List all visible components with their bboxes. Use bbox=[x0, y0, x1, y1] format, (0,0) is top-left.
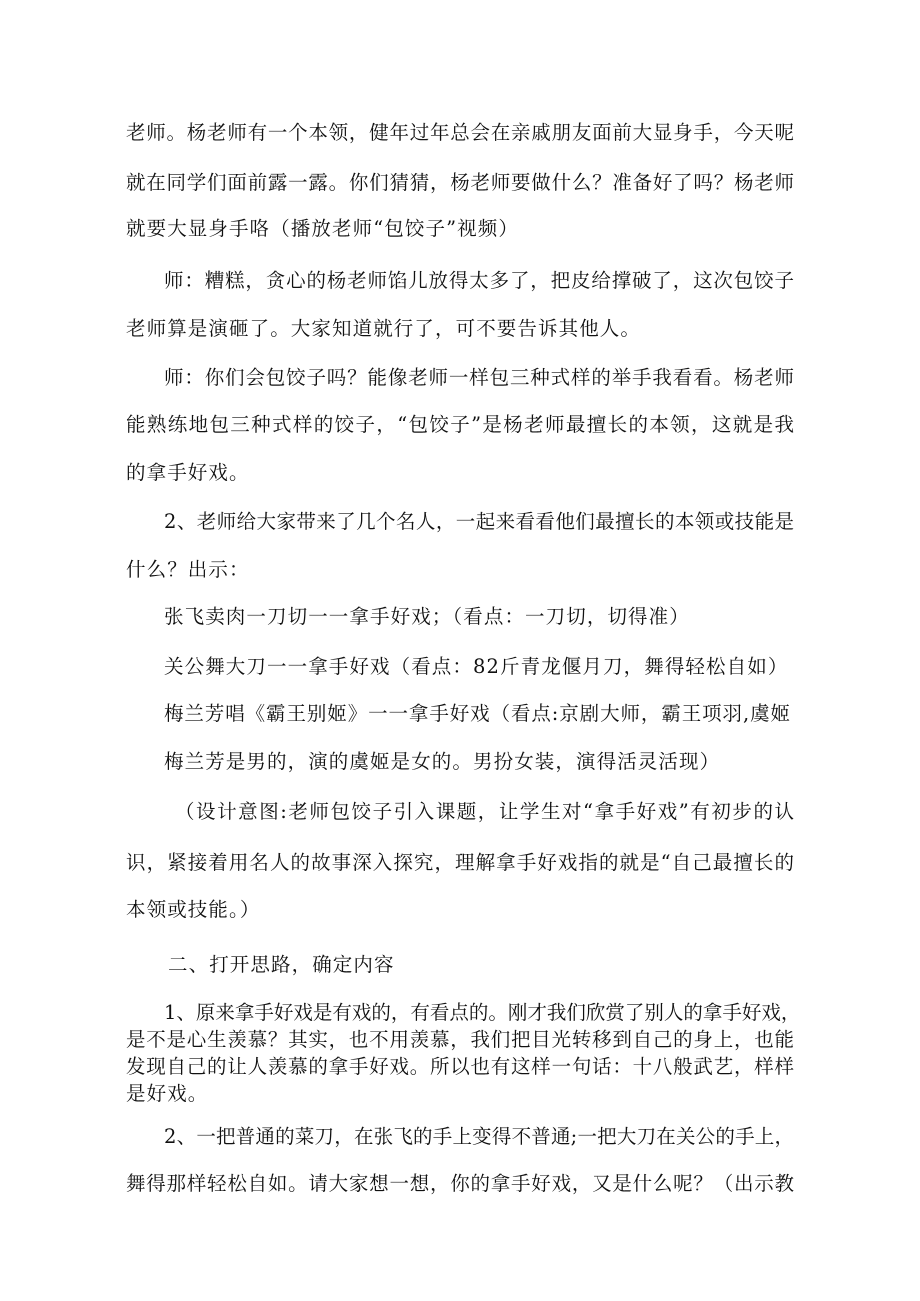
design-intent-line-3: 本领或技能。） bbox=[126, 898, 261, 921]
paragraph-5-line-4: 是好戏。 bbox=[126, 1082, 209, 1105]
paragraph-6-line-2: 舞得那样轻松自如。请大家想一想，你的拿手好戏，又是什么呢？（出示教 bbox=[126, 1172, 794, 1195]
paragraph-4-line-1: 2、老师给大家带来了几个名人，一起来看看他们最擅长的本领或技能是 bbox=[164, 510, 794, 533]
example-zhangfei: 张飞卖肉一刀切一一拿手好戏；（看点：一刀切，切得准） bbox=[164, 605, 690, 628]
paragraph-1-line-2: 就在同学们面前露一露。你们猜猜，杨老师要做什么？准备好了吗？杨老师 bbox=[126, 171, 794, 194]
paragraph-5-line-2: 是不是心生羡慕？其实，也不用羡慕，我们把目光转移到自己的身上，也能 bbox=[126, 1028, 794, 1051]
example-guangong: 关公舞大刀一一拿手好戏（看点：82斤青龙偃月刀，舞得轻松自如） bbox=[164, 655, 789, 678]
paragraph-2-line-2: 老师算是演砸了。大家知道就行了，可不要告诉其他人。 bbox=[126, 317, 642, 340]
paragraph-1-line-3: 就要大显身手咯（播放老师“包饺子”视频） bbox=[126, 217, 519, 240]
example-meilanfang-line-1: 梅兰芳唱《霸王别姬》一一拿手好戏（看点:京剧大师，霸王项羽,虞姬 bbox=[164, 702, 790, 725]
design-intent-line-2: 识，紧接着用名人的故事深入探究，理解拿手好戏指的就是“自己最擅长的 bbox=[126, 851, 794, 874]
paragraph-3-line-3: 的拿手好戏。 bbox=[126, 461, 250, 484]
paragraph-4-line-2: 什么？出示： bbox=[126, 558, 250, 581]
paragraph-3-line-1: 师：你们会包饺子吗？能像老师一样包三种式样的举手我看看。杨老师 bbox=[164, 366, 794, 389]
example-meilanfang-line-2: 梅兰芳是男的，演的虞姬是女的。男扮女装，演得活灵活现） bbox=[164, 750, 721, 773]
paragraph-5-line-1: 1、原来拿手好戏是有戏的，有看点的。刚才我们欣赏了别人的拿手好戏， bbox=[164, 1001, 801, 1024]
paragraph-2-line-1: 师：糟糕，贪心的杨老师馅儿放得太多了，把皮给撑破了，这次包饺子 bbox=[164, 269, 794, 292]
design-intent-line-1: （设计意图:老师包饺子引入课题，让学生对“拿手好戏”有初步的认 bbox=[175, 800, 794, 823]
paragraph-5-line-3: 发现自己的让人羡慕的拿手好戏。所以也有这样一句话：十八般武艺，样样 bbox=[126, 1055, 794, 1078]
paragraph-6-line-1: 2、一把普通的菜刀，在张飞的手上变得不普通;一把大刀在关公的手上， bbox=[164, 1125, 794, 1148]
paragraph-1-line-1: 老师。杨老师有一个本领，健年过年总会在亲戚朋友面前大显身手，今天呢 bbox=[126, 121, 794, 144]
paragraph-3-line-2: 能熟练地包三种式样的饺子，“包饺子”是杨老师最擅长的本领，这就是我 bbox=[126, 413, 794, 436]
section-2-heading: 二、打开思路，确定内容 bbox=[168, 953, 395, 976]
